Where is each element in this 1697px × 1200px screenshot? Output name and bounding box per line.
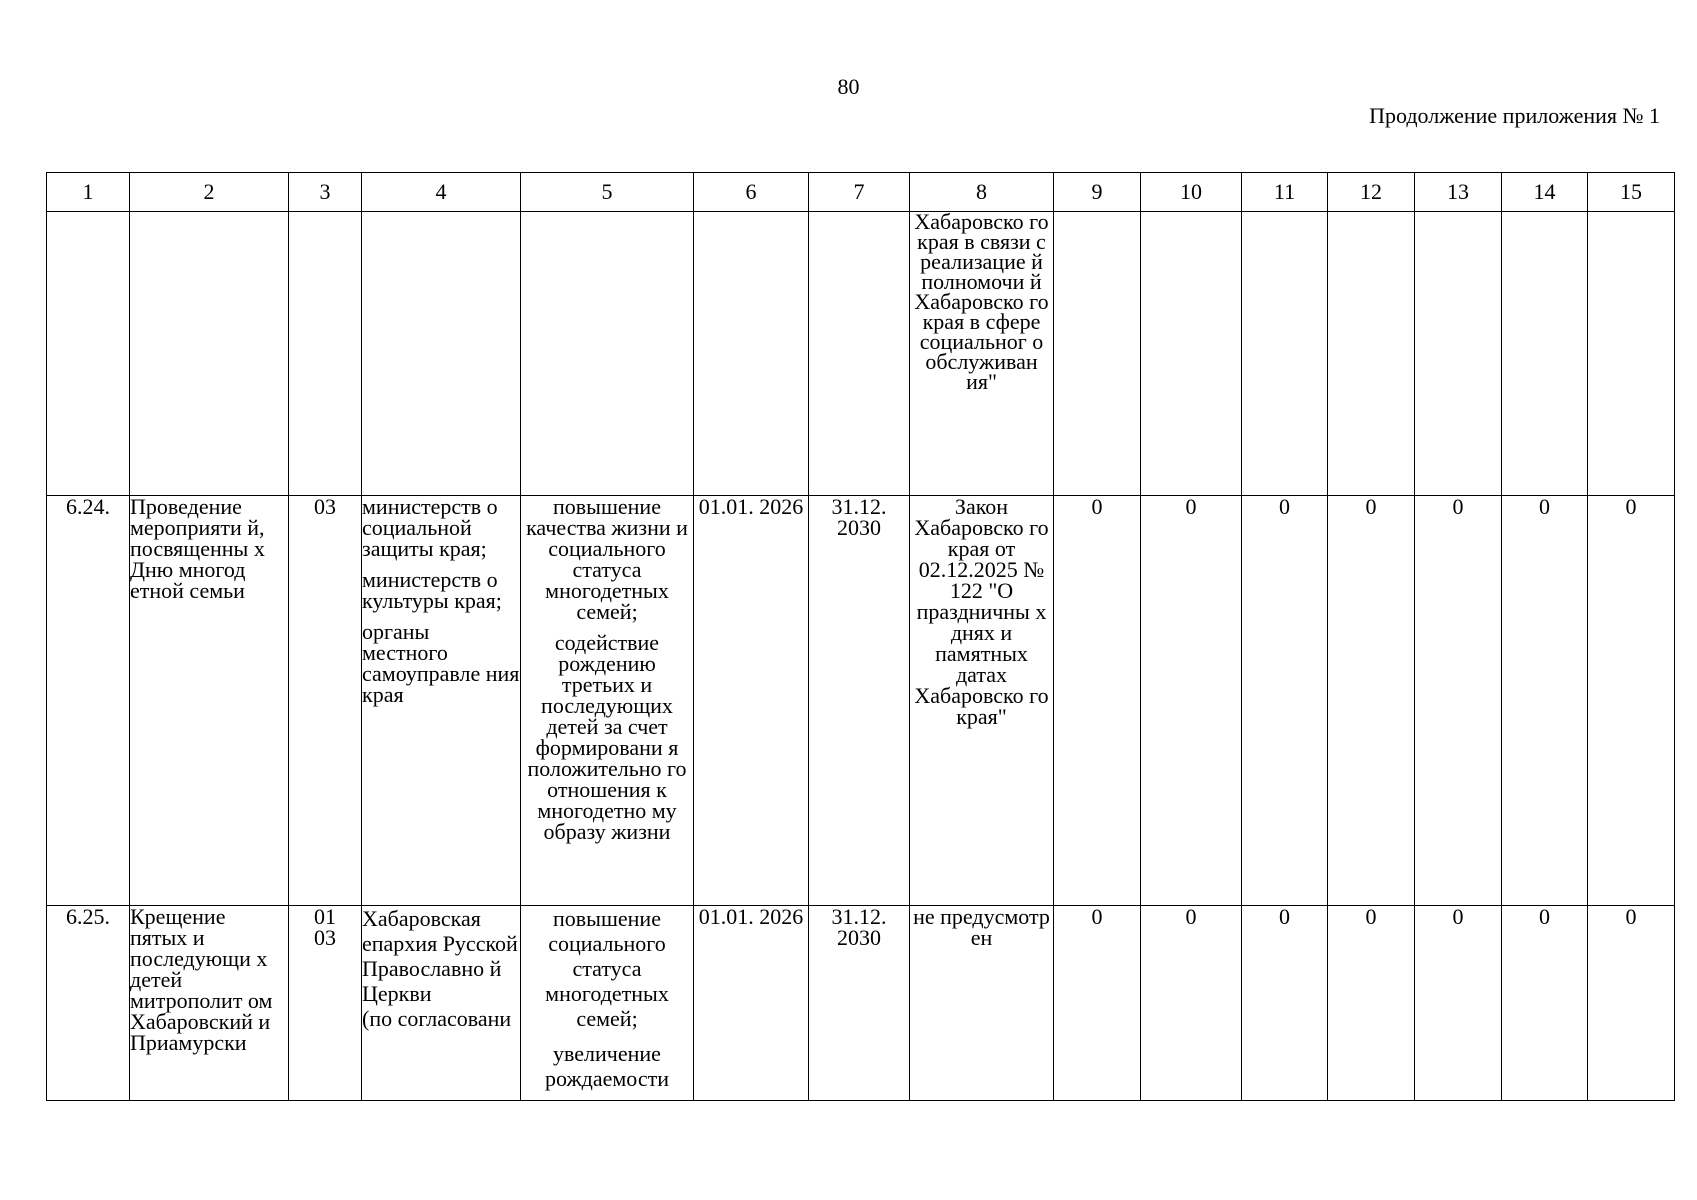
- executor-text: Хабаровская епархия Русской Православно й Церкви: [362, 906, 518, 1006]
- value-cell: 0: [1242, 906, 1328, 1101]
- result-text: повышение качества жизни и социального статуса многодетных семей;: [526, 495, 688, 624]
- value-cell: [1054, 212, 1141, 496]
- value-cell: [1502, 212, 1588, 496]
- program-activities-table: [46, 172, 1675, 1101]
- executor-text: министерств о культуры края;: [362, 567, 502, 613]
- value-cell: [1242, 212, 1328, 496]
- header-cell: 4: [362, 173, 521, 212]
- value-cell: 0: [1328, 496, 1415, 906]
- header-cell: 7: [809, 173, 910, 212]
- value-cell: 0: [1054, 906, 1141, 1101]
- header-cell: 5: [521, 173, 694, 212]
- code-value: 03: [314, 495, 336, 519]
- legal-basis-cell: не предусмотр ен: [910, 906, 1054, 1101]
- legal-basis-cell: Хабаровско го края в связи с реализацие й полномочи й Хабаровско го края в сфере социальног о обслуживан ия": [910, 212, 1054, 496]
- value-cell: [1141, 212, 1242, 496]
- row-number-cell: 6.25.: [47, 906, 130, 1101]
- result-text: повышение социального статуса многодетных семей;: [545, 906, 669, 1031]
- code-cell: [289, 212, 362, 496]
- value-cell: [1588, 212, 1675, 496]
- header-cell: 6: [694, 173, 809, 212]
- column-numbers-row: [47, 173, 1675, 212]
- value-cell: 0: [1054, 496, 1141, 906]
- executor-text: органы местного самоуправле ния края: [362, 619, 520, 707]
- start-date-cell: 01.01. 2026: [694, 906, 809, 1101]
- result-text: содействие рождению третьих и последующих детей за счет формировани я положительно го отношения к многодетно му образу жизни: [527, 630, 687, 844]
- legal-basis-cell: Закон Хабаровско го края от 02.12.2025 № 122 "О праздничны х днях и памятных датах Хабаровско го края": [910, 496, 1054, 906]
- value-cell: 0: [1328, 906, 1415, 1101]
- header-cell: 9: [1054, 173, 1141, 212]
- end-date-cell: 31.12. 2030: [809, 496, 910, 906]
- value-cell: 0: [1588, 496, 1675, 906]
- header-cell: 15: [1588, 173, 1675, 212]
- page-number: 80: [837, 74, 860, 99]
- header-cell: 1: [47, 173, 130, 212]
- executors-cell: [362, 906, 521, 1101]
- header-cell: 2: [130, 173, 289, 212]
- code-value: 01: [314, 905, 336, 929]
- header-cell: 13: [1415, 173, 1502, 212]
- appendix-continuation-note: Продолжение приложения № 1: [1369, 103, 1660, 128]
- executor-text: (по согласовани: [362, 1006, 512, 1031]
- table-row: [47, 906, 1675, 1101]
- value-cell: 0: [1502, 906, 1588, 1101]
- start-date-cell: [694, 212, 809, 496]
- activity-name-cell: Проведение мероприяти й, посвященны х Дню многод етной семьи: [130, 496, 289, 906]
- value-cell: 0: [1502, 496, 1588, 906]
- value-cell: 0: [1141, 496, 1242, 906]
- table-row: [47, 496, 1675, 906]
- row-number-cell: [47, 212, 130, 496]
- end-date-cell: [809, 212, 910, 496]
- activity-name-cell: Крещение пятых и последующи х детей митрополит ом Хабаровский и Приамурски: [130, 906, 289, 1101]
- row-number-cell: 6.24.: [47, 496, 130, 906]
- results-cell: [521, 212, 694, 496]
- header-cell: 8: [910, 173, 1054, 212]
- code-value: 03: [314, 925, 336, 950]
- value-cell: 0: [1141, 906, 1242, 1101]
- header-cell: 12: [1328, 173, 1415, 212]
- results-cell: [521, 496, 694, 906]
- table-row: [47, 212, 1675, 496]
- activity-name-cell: [130, 212, 289, 496]
- header-cell: 10: [1141, 173, 1242, 212]
- executors-cell: [362, 496, 521, 906]
- value-cell: 0: [1242, 496, 1328, 906]
- start-date-cell: 01.01. 2026: [694, 496, 809, 906]
- value-cell: [1415, 212, 1502, 496]
- header-cell: 3: [289, 173, 362, 212]
- result-text: увеличение рождаемости: [545, 1041, 669, 1091]
- value-cell: 0: [1588, 906, 1675, 1101]
- end-date-cell: 31.12. 2030: [809, 906, 910, 1101]
- header-cell: 14: [1502, 173, 1588, 212]
- code-cell: [289, 496, 362, 906]
- header-cell: 11: [1242, 173, 1328, 212]
- executor-text: министерств о социальной защиты края;: [362, 495, 498, 561]
- value-cell: [1328, 212, 1415, 496]
- results-cell: [521, 906, 694, 1101]
- executors-cell: [362, 212, 521, 496]
- value-cell: 0: [1415, 906, 1502, 1101]
- code-cell: [289, 906, 362, 1101]
- value-cell: 0: [1415, 496, 1502, 906]
